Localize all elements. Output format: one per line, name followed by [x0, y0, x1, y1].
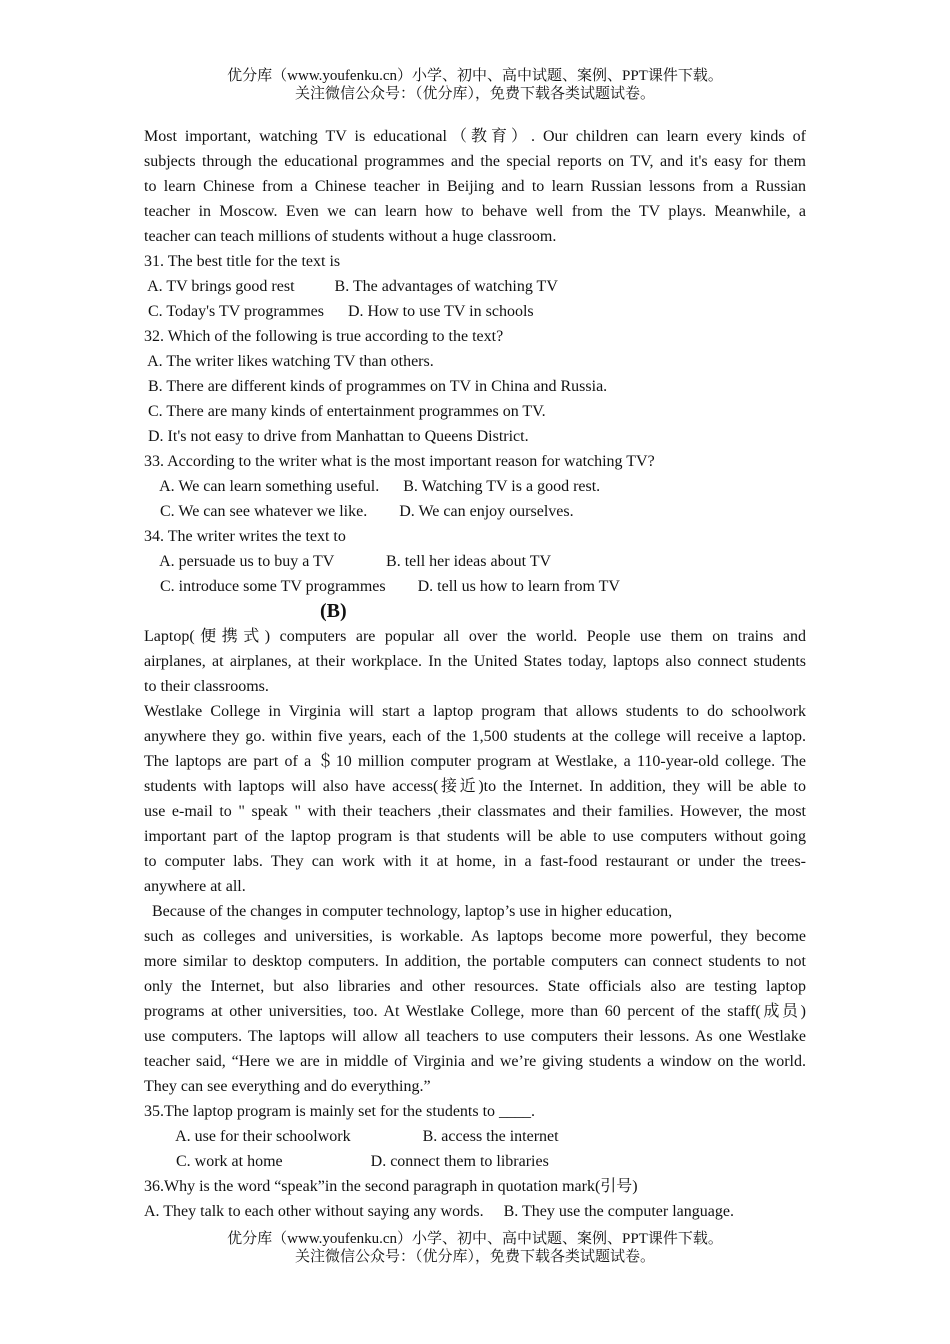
- header-line-1: 优分库（www.youfenku.cn）小学、初中、高中试题、案例、PPT课件下载。: [227, 68, 723, 84]
- question-32-option-b: B. There are different kinds of programmes on TV in China and Russia.: [144, 378, 608, 395]
- questions-b: [144, 1099, 806, 1224]
- passage-b: [144, 624, 806, 1099]
- passage-b-line: such as colleges and universities, is workable. As laptops become more powerful, they become: [144, 928, 806, 945]
- page-header: [0, 67, 950, 103]
- passage-b-line: They can see everything and do everything.”: [144, 1078, 431, 1095]
- questions-a: [144, 249, 806, 599]
- passage-b-line: to their classrooms.: [144, 678, 269, 695]
- passage-a-line: teacher can teach millions of students without a huge classroom.: [144, 228, 557, 245]
- passage-a-line: subjects through the educational programmes and the special reports on TV, and it's easy for them: [144, 153, 806, 170]
- footer-line-1: 优分库（www.youfenku.cn）小学、初中、高中试题、案例、PPT课件下载。: [227, 1231, 723, 1247]
- passage-b-line: Because of the changes in computer technology, laptop’s use in higher education,: [144, 903, 673, 920]
- question-32-option-d: D. It's not easy to drive from Manhattan to Queens District.: [144, 428, 529, 445]
- question-31-options-ab: A. TV brings good rest B. The advantages of watching TV: [144, 278, 558, 295]
- passage-b-line: use e-mail to " speak " with their teachers ,their classmates and their families. However, the most: [144, 803, 806, 820]
- question-35: 35.The laptop program is mainly set for the students to ____.: [144, 1103, 536, 1120]
- passage-b-line: airplanes, at airplanes, at their workplace. In the United States today, laptops also connect students: [144, 653, 806, 670]
- question-34: 34. The writer writes the text to: [144, 528, 346, 545]
- footer-line-2: 关注微信公众号：（优分库），免费下载各类试题试卷。: [294, 1249, 655, 1265]
- question-32: 32. Which of the following is true according to the text?: [144, 328, 504, 345]
- passage-b-line: important part of the laptop program is that students will be able to use computers without going: [144, 828, 806, 845]
- question-36-options-ab: A. They talk to each other without saying any words. B. They use the computer language.: [144, 1203, 734, 1220]
- passage-b-line: Laptop(便携式) computers are popular all over the world. People use them on trains and: [144, 628, 806, 645]
- passage-b-line: use computers. The laptops will allow all teachers to use computers their lessons. As one Westlake: [144, 1028, 806, 1045]
- question-31-options-cd: C. Today's TV programmes D. How to use TV in schools: [144, 303, 534, 320]
- question-34-options-cd: C. introduce some TV programmes D. tell us how to learn from TV: [144, 578, 620, 595]
- passage-b-line: only the Internet, but also libraries and other resources. State officials also are testing laptop: [144, 978, 806, 995]
- passage-a-line: Most important, watching TV is educational（教育）. Our children can learn every kinds of: [144, 128, 806, 145]
- passage-b-line: programs at other universities, too. At Westlake College, more than 60 percent of the staff(成员): [144, 1003, 806, 1020]
- passage-b-line: more similar to desktop computers. In addition, the portable computers can connect students to not: [144, 953, 806, 970]
- passage-b-line: Westlake College in Virginia will start a laptop program that allows students to do schoolwork: [144, 703, 806, 720]
- header-line-2: 关注微信公众号：（优分库），免费下载各类试题试卷。: [294, 86, 655, 102]
- passage-b-line: anywhere at all.: [144, 878, 246, 895]
- question-34-options-ab: A. persuade us to buy a TV B. tell her ideas about TV: [144, 553, 552, 570]
- question-33: 33. According to the writer what is the most important reason for watching TV?: [144, 453, 655, 470]
- section-b-title: (B): [320, 600, 347, 622]
- passage-a-line: teacher in Moscow. Even we can learn how to behave well from the TV plays. Meanwhile, a: [144, 203, 806, 220]
- question-35-options-ab: A. use for their schoolwork B. access the internet: [144, 1128, 559, 1145]
- passage-b-line: anywhere they go. within five years, each of the 1,500 students at the college will receive a laptop.: [144, 728, 806, 745]
- question-35-options-cd: C. work at home D. connect them to libraries: [144, 1153, 549, 1170]
- question-33-options-ab: A. We can learn something useful. B. Watching TV is a good rest.: [144, 478, 601, 495]
- passage-b-line: The laptops are part of a ＄10 million computer program at Westlake, a 110-year-old college. The: [144, 753, 806, 770]
- question-31: 31. The best title for the text is: [144, 253, 341, 270]
- question-36: 36.Why is the word “speak”in the second paragraph in quotation mark(引号): [144, 1178, 638, 1195]
- question-32-option-a: A. The writer likes watching TV than others.: [144, 353, 434, 370]
- passage-b-line: students with laptops will also have access(接近)to the Internet. In addition, they will be able to: [144, 778, 806, 795]
- passage-b-line: teacher said, “Here we are in middle of Virginia and we’re giving students a window on the world.: [144, 1053, 806, 1070]
- passage-a: [144, 124, 806, 249]
- passage-a-line: to learn Chinese from a Chinese teacher in Beijing and to learn Russian lessons from a Russian: [144, 178, 806, 195]
- passage-b-line: to computer labs. They can work with it at home, in a fast-food restaurant or under the trees-: [144, 853, 806, 870]
- question-33-options-cd: C. We can see whatever we like. D. We can enjoy ourselves.: [144, 503, 574, 520]
- question-32-option-c: C. There are many kinds of entertainment programmes on TV.: [144, 403, 546, 420]
- page-footer: [0, 1230, 950, 1266]
- document-body: [144, 124, 806, 1224]
